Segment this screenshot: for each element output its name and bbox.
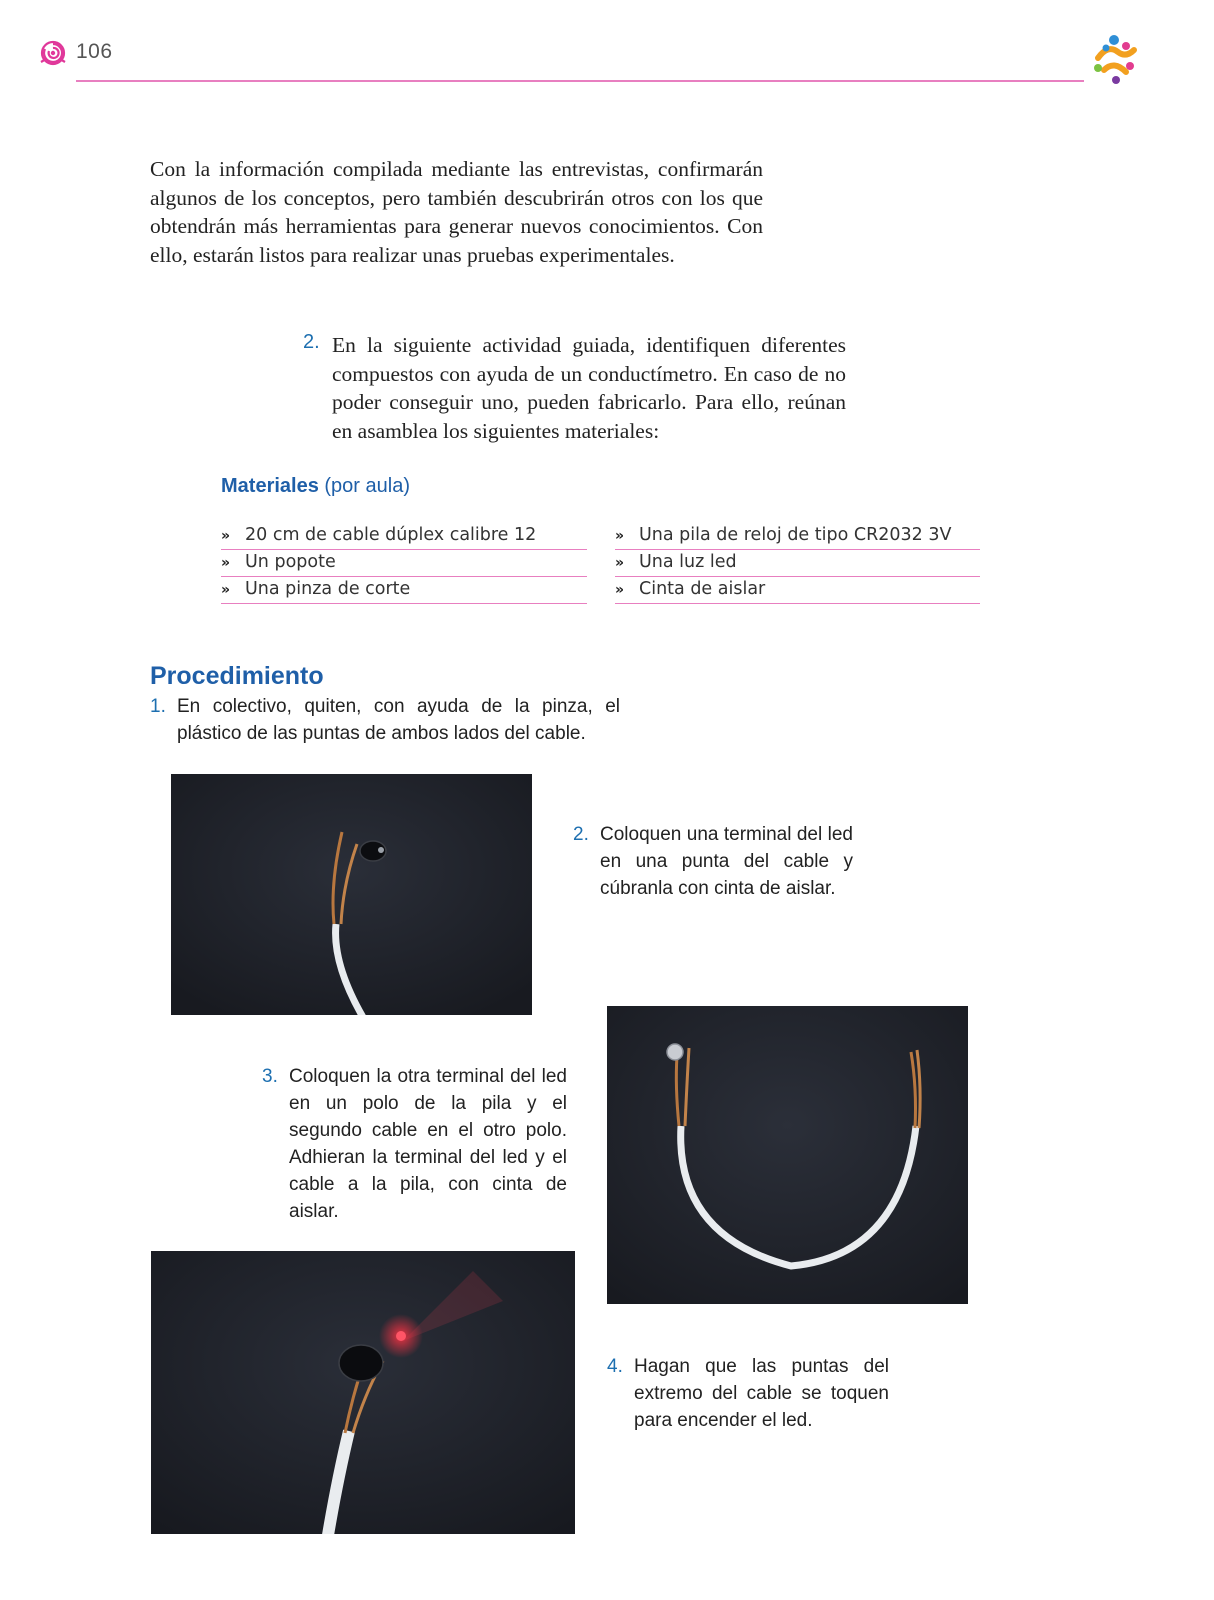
activity-number: 2. [303, 331, 320, 353]
material-item [221, 576, 587, 604]
activity-text: En la siguiente actividad guiada, identifiquen diferentes compuestos con ayuda de un conductímetro. En caso de no poder conseguir uno, pueden fabricarlo. Para ello, reúnan en asamblea los siguientes materiales: [332, 333, 846, 443]
materials-heading-rest: (por aula) [318, 475, 410, 497]
brand-figure-logo-icon [1084, 30, 1144, 90]
material-item [221, 549, 587, 577]
intro-paragraph: Con la información compilada mediante las entrevistas, confirmarán algunos de los conceptos, pero también descubrirán otros con los que obtendrán más herramientas para generar nuevos conocimientos. Con ello, estarán listos para realizar unas pruebas experimentales. [150, 157, 763, 267]
step-number: 3. [262, 1066, 278, 1087]
step-text: Coloquen una terminal del led en una punta del cable y cúbranla con cinta de aislar. [600, 824, 853, 899]
chevron-bullet-icon: » [221, 582, 231, 598]
photo-cable-u-shape-with-battery [607, 1006, 968, 1304]
page-number: 106 [76, 40, 113, 63]
header-rule [76, 80, 1084, 82]
material-label: Un popote [245, 552, 336, 572]
materials-heading [221, 475, 410, 498]
material-label: Cinta de aislar [639, 579, 766, 599]
procedure-step-1 [150, 693, 620, 753]
photo-led-lit [151, 1251, 575, 1534]
step-number: 2. [573, 824, 589, 845]
step-number: 4. [607, 1356, 623, 1377]
chevron-bullet-icon: » [221, 555, 231, 571]
photo-cable-with-led [171, 774, 532, 1015]
material-label: Una pila de reloj de tipo CR2032 3V [639, 525, 952, 545]
step-text: Coloquen la otra terminal del led en un polo de la pila y el segundo cable en el otro polo. Adhieran la terminal del led y el cable a la pila, con cinta de aislar. [289, 1066, 567, 1222]
material-label: 20 cm de cable dúplex calibre 12 [245, 525, 537, 545]
procedure-step-4 [607, 1353, 889, 1443]
step-number: 1. [150, 696, 166, 717]
material-label: Una luz led [639, 552, 737, 572]
chevron-bullet-icon: » [221, 528, 231, 544]
material-item [615, 522, 980, 550]
material-item [221, 522, 587, 550]
chevron-bullet-icon: » [615, 582, 625, 598]
chevron-bullet-icon: » [615, 555, 625, 571]
step-text: Hagan que las puntas del extremo del cable se toquen para encender el led. [634, 1356, 889, 1431]
material-item [615, 549, 980, 577]
chevron-bullet-icon: » [615, 528, 625, 544]
procedure-step-3 [262, 1063, 567, 1222]
procedure-heading: Procedimiento [150, 662, 324, 690]
procedure-step-2 [573, 821, 853, 911]
page-spiral-icon [38, 38, 68, 68]
materials-heading-bold: Materiales [221, 475, 319, 497]
step-text: En colectivo, quiten, con ayuda de la pinza, el plástico de las puntas de ambos lados del cable. [177, 696, 620, 744]
material-item [615, 576, 980, 604]
material-label: Una pinza de corte [245, 579, 411, 599]
